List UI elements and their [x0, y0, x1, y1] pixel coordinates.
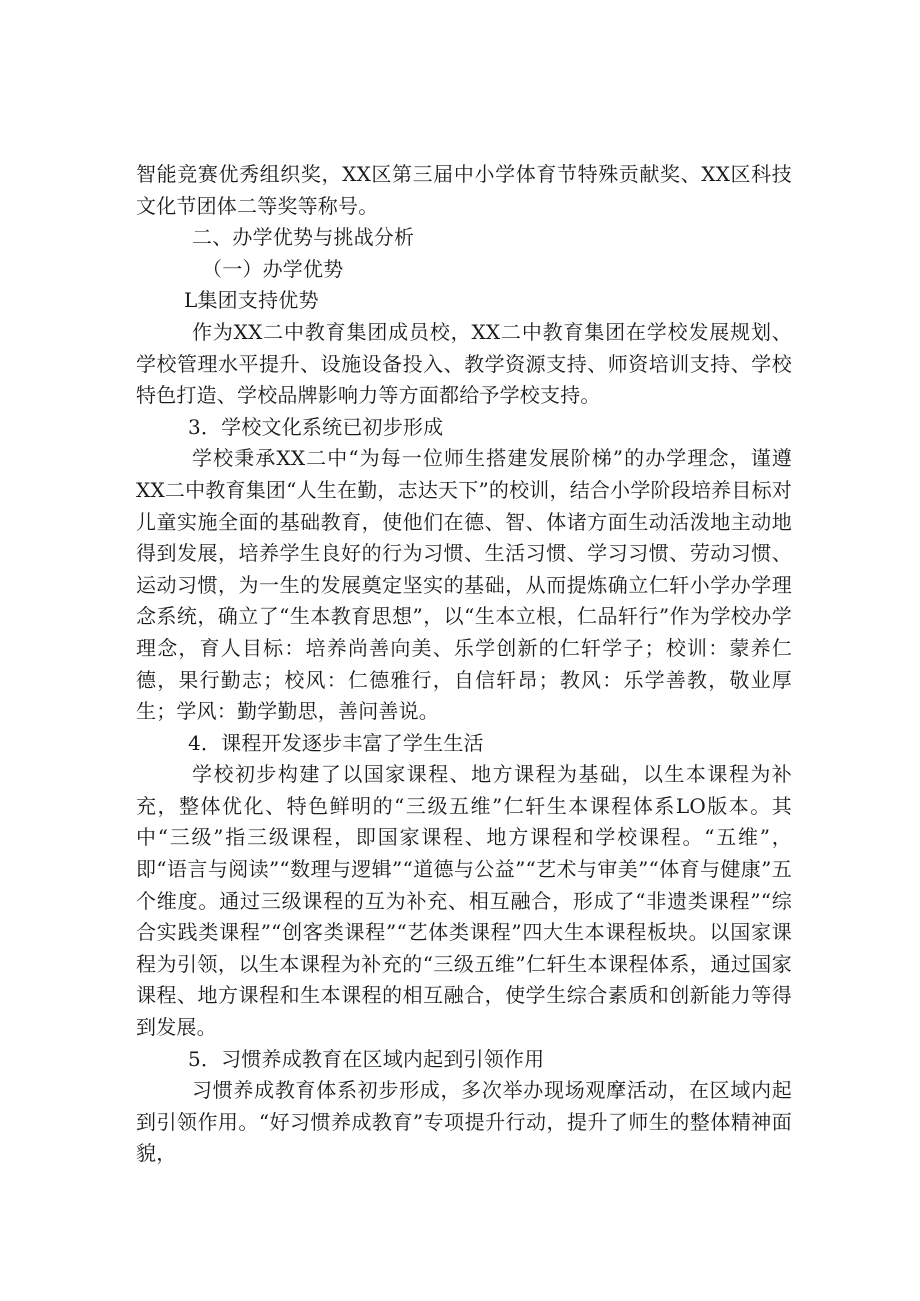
- section-heading-advantages-challenges: 二、办学优势与挑战分析: [192, 225, 415, 250]
- paragraph-curriculum: 学校初步构建了以国家课程、地方课程为基础，以生本课程为补充，整体优化、特色鲜明的“三级五维”仁轩生本课程体系LO版本。其中“三级”指三级课程，即国家课程、地方课程和学校课程。“五维”，即“语言与阅读”“数理与逻辑”“道德与公益”“艺术与审美”“体育与健康”五个维度。通过三级课程的互为补充、相互融合，形成了“非遗类课程”“综合实践类课程”“创客类课程”“艺体类课程”四大生本课程板块。以国家课程为引领，以生本课程为补充的“三级五维”仁轩生本课程体系，通过国家课程、地方课程和生本课程的相互融合，使学生综合素质和创新能力等得到发展。: [136, 762, 792, 1040]
- subsection-heading-advantages: （一）办学优势: [202, 256, 344, 281]
- item-heading-group-support: L集团支持优势: [184, 288, 319, 313]
- paragraph-habit-education: 习惯养成教育体系初步形成，多次举办现场观摩活动，在区域内起到引领作用。“好习惯养成教育”专项提升行动，提升了师生的整体精神面貌，: [136, 1078, 792, 1166]
- document-body: [136, 159, 792, 1170]
- paragraph-school-culture: 学校秉承XX二中“为每一位师生搭建发展阶梯”的办学理念，谨遵XX二中教育集团“人生在勤，志达天下”的校训，结合小学阶段培养目标对儿童实施全面的基础教育，使他们在德、智、体诸方面生动活泼地主动地得到发展，培养学生良好的行为习惯、生活习惯、学习习惯、劳动习惯、运动习惯，为一生的发展奠定坚实的基础，从而提炼确立仁轩小学办学理念系统，确立了“生本教育思想”，以“生本立根，仁品轩行”作为学校办学理念，育人目标：培养尚善向美、乐学创新的仁轩学子；校训：蒙养仁德，果行勤志；校风：仁德雅行，自信轩昂；教风：乐学善教，敬业厚生；学风：勤学勤思，善问善说。: [136, 446, 792, 724]
- item-heading-habit-education: 5．习惯养成教育在区域内起到引领作用: [188, 1046, 545, 1071]
- paragraph-awards-continued: 智能竞赛优秀组织奖，XX区第三届中小学体育节特殊贡献奖、XX区科技文化节团体二等奖等称号。: [136, 162, 792, 218]
- paragraph-group-support: 作为XX二中教育集团成员校，XX二中教育集团在学校发展规划、学校管理水平提升、设施设备投入、教学资源支持、师资培训支持、学校特色打造、学校品牌影响力等方面都给予学校支持。: [136, 319, 792, 408]
- item-heading-curriculum: 4．课程开发逐步丰富了学生生活: [188, 730, 484, 755]
- item-heading-school-culture: 3．学校文化系统已初步形成: [188, 414, 444, 439]
